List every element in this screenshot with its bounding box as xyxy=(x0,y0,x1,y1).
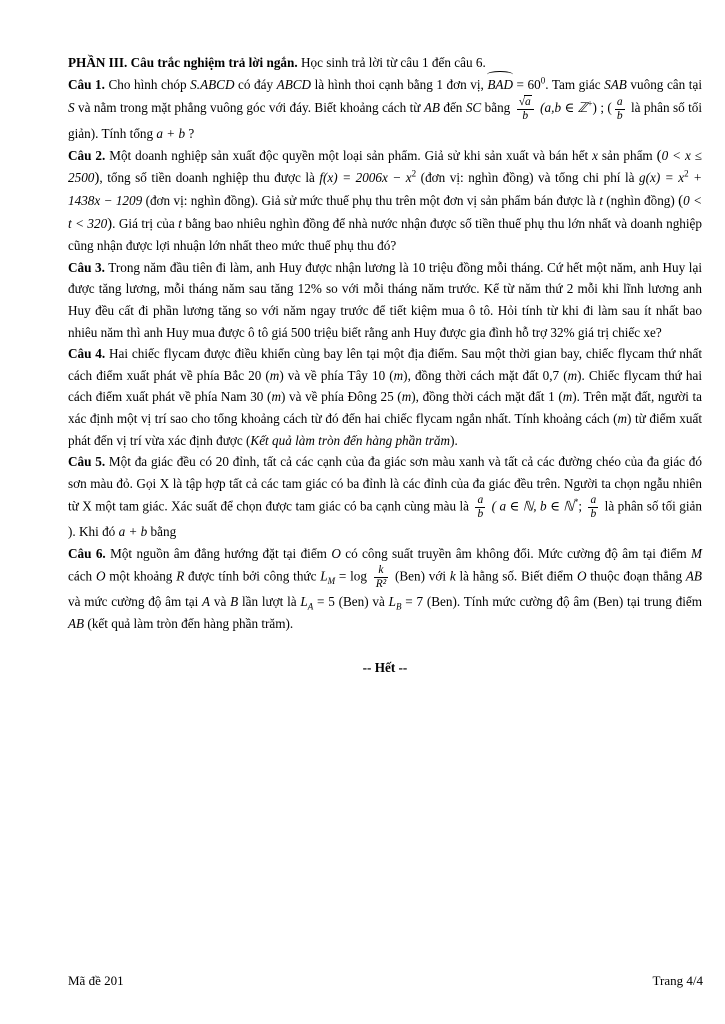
unit: m xyxy=(562,389,573,405)
math: O xyxy=(576,569,587,584)
text: bằng bao nhiêu nghìn đồng để nhà nước nhận được số tiền thuế phụ thu lớn nhất và doanh nghiệp cũng nhận được lợi nhuận lớn nhất theo mức thuế phụ thu đó? xyxy=(68,215,702,254)
text: một khoảng xyxy=(105,569,177,584)
math: B xyxy=(395,602,402,613)
math: ( a ∈ ℕ, b ∈ ℕ xyxy=(488,498,574,514)
math: A xyxy=(202,594,211,610)
math: A xyxy=(307,602,314,613)
math: a + b xyxy=(118,524,148,540)
text: ? xyxy=(185,126,195,142)
text: đến xyxy=(439,100,466,116)
text: Trong năm đầu tiên đi làm, anh Huy được nhận lương là 10 triệu đồng mỗi tháng. Cứ hết một năm, anh Huy lại được tăng lương, mỗi tháng năm sau tăng 12% so với mỗi tháng năm trước. Kể từ năm thứ 2 mỗi khi lĩnh lương anh Huy đều cất đi phần lương tăng so với năm ngay trước để tiết kiệm mua ô tô. Hỏi tính từ khi đi làm sau ít nhất bao nhiêu năm thì anh Huy mua được ô tô giá 500 triệu biết rằng anh Huy được gia đình hỗ trợ 32% giá trị chiếc xe? xyxy=(68,259,702,340)
math: SC xyxy=(465,100,482,116)
text: , tổng số tiền doanh nghiệp thu được là xyxy=(99,170,320,186)
math: (a,b ∈ ℤ xyxy=(536,100,588,116)
math: + 1438x − 1209 xyxy=(68,170,702,208)
text: lần lượt là xyxy=(238,594,301,610)
math: = 7 xyxy=(401,594,424,610)
text: = 60 xyxy=(513,76,541,92)
math: AB xyxy=(685,569,702,584)
math: t xyxy=(178,215,182,231)
math: S.ABCD xyxy=(190,76,235,92)
math: a + b xyxy=(156,126,186,142)
sqrt-fraction: $\frac{√a}{b}$ xyxy=(517,95,534,123)
question-label: Câu 4. xyxy=(68,346,106,362)
math: O xyxy=(331,545,341,561)
math: b xyxy=(616,109,623,122)
text: . Tam giác xyxy=(545,76,605,92)
text: (đơn vị: nghìn đồng). Giả sử mức thuế phụ thu trên một đơn vị sản phẩm bán được là xyxy=(142,192,600,208)
text: (Ben). Tính mức cường độ âm (Ben) tại trung điểm xyxy=(423,594,703,610)
text: được tính bởi công thức xyxy=(184,569,321,584)
question-label: Câu 3. xyxy=(68,259,105,275)
text: Một nguồn âm đẳng hướng đặt tại điểm xyxy=(105,545,332,561)
text: và nằm trong mặt phẳng vuông góc với đáy. Biết khoảng cách từ xyxy=(74,100,424,116)
math: S xyxy=(68,100,75,116)
text: thuộc đoạn thẳng xyxy=(586,569,686,584)
math: AB xyxy=(423,100,440,116)
math: g(x) = x xyxy=(639,170,685,186)
math: 0 < t < 320 xyxy=(68,192,703,231)
question-5 xyxy=(68,451,702,543)
math: k xyxy=(374,564,388,578)
text: (Ben) với xyxy=(391,569,450,584)
math: L xyxy=(320,569,328,584)
question-4 xyxy=(68,343,702,451)
math: B xyxy=(230,594,239,610)
text: (nghìn đồng) xyxy=(602,192,679,208)
text: ) từ điểm xuất phát đến vị trí vừa xác định được ( xyxy=(68,410,702,448)
unit: m xyxy=(617,410,628,426)
degree-mark: 0 xyxy=(540,75,546,86)
math: * xyxy=(573,497,579,508)
math: ABCD xyxy=(276,76,312,92)
fraction xyxy=(615,96,625,123)
question-label: Câu 5. xyxy=(68,454,106,470)
question-label: Câu 6. xyxy=(68,545,106,561)
math: = log xyxy=(335,569,371,584)
rounding-note: Kết quả làm tròn đến hàng phần trăm xyxy=(250,432,451,448)
text: cách xyxy=(68,569,96,584)
math: f(x) = 2006x − x xyxy=(319,170,412,186)
text: ; xyxy=(578,498,586,514)
text: có công suất truyền âm không đổi. Mức cường độ âm tại điểm xyxy=(340,545,691,561)
text: . Giá trị của xyxy=(112,215,179,231)
math: AB xyxy=(68,616,85,632)
text: là hằng số. Biết điểm xyxy=(455,569,577,584)
text: (đơn vị: nghìn đồng) và tổng chi phí là xyxy=(416,170,640,186)
question-2: Câu 2. Một doanh nghiệp sản xuất độc quyền một loại sản phẩm. Giả sử khi sản xuất và bán hết x sản phẩm (0 < x ≤ 2500), tổng số tiền doanh nghiệp thu được là $f(x) = 2006x - x^2$ (đơn vị: nghìn đồng) và tổng chi phí là $g(x) = x^2 + 1438x - 1209$ (đơn vị: nghìn đồng). Giả sử mức thuế phụ thu trên một đơn vị sản phẩm bán được là t (nghìn đồng) (0 < t < 320). Giá trị của t bằng bao nhiêu nghìn đồng để nhà nước nhận được số tiền thuế phụ thu lớn nhất và doanh nghiệp cũng nhận được lợi nhuận lớn nhất theo mức thuế phụ thu đó? xyxy=(68,147,703,254)
math: L xyxy=(300,594,308,610)
fraction xyxy=(588,494,598,521)
unit: m xyxy=(393,367,404,383)
unit: m xyxy=(269,367,280,383)
section-title: PHẦN III. Câu trắc nghiệm trả lời ngắn. xyxy=(68,55,298,70)
section-intro: Học sinh trả lời từ câu 1 đến câu 6. xyxy=(297,55,486,70)
text: (kết quả làm tròn đến hàng phần trăm). xyxy=(84,616,294,632)
text: ) và về phía Tây 10 ( xyxy=(279,367,394,383)
page-number: Trang 4/4 xyxy=(652,973,703,988)
text: ). Chiếc flycam thứ hai cách điểm xuất phát về phía Nam 30 ( xyxy=(68,367,703,405)
math: a xyxy=(477,494,484,507)
unit: m xyxy=(567,367,578,383)
math: R xyxy=(176,569,185,584)
math: b xyxy=(522,110,529,123)
math: a xyxy=(616,95,623,108)
text: ) ; ( xyxy=(592,100,612,116)
text: ), đồng thời cách mặt đất 0,7 ( xyxy=(403,367,568,383)
unit: m xyxy=(401,389,412,405)
text: là phân số tối giản). Tính tổng xyxy=(68,100,703,142)
text: là hình thoi cạnh bằng 1 đơn vị, xyxy=(311,76,488,92)
text: và mức cường độ âm tại xyxy=(68,594,203,610)
text: vuông cân tại xyxy=(626,76,702,92)
text: bằng xyxy=(481,100,514,116)
text: có đáy xyxy=(234,76,277,92)
math: a xyxy=(525,96,531,109)
exam-code: Mã đề 201 xyxy=(68,973,124,988)
unit: m xyxy=(271,389,281,405)
question-6 xyxy=(68,543,702,635)
text: ) và về phía Đông 25 ( xyxy=(280,389,402,405)
math: SAB xyxy=(604,76,627,92)
math: + xyxy=(587,98,593,109)
document-body xyxy=(68,52,702,691)
text: Cho hình chóp xyxy=(104,76,191,92)
angle-bad: BAD xyxy=(487,74,513,96)
math: R² xyxy=(375,578,387,591)
math: 2 xyxy=(684,168,689,179)
section-header xyxy=(68,52,702,74)
text: và xyxy=(210,594,231,610)
question-label: Câu 1. xyxy=(68,76,105,92)
math: k xyxy=(449,569,456,584)
math: = 5 xyxy=(313,594,335,610)
math: 0 < x ≤ 2500 xyxy=(68,147,702,186)
math: b xyxy=(477,508,484,521)
math: M xyxy=(327,576,336,587)
math: a xyxy=(590,494,597,507)
question-3 xyxy=(68,257,702,343)
math: b xyxy=(590,508,597,521)
text: là phân số tối giản ). Khi đó xyxy=(68,498,702,540)
text: ), đồng thời cách mặt đất 1 ( xyxy=(411,389,563,405)
text: bằng xyxy=(147,524,177,540)
text: Hai chiếc flycam được điều khiển cùng bay lên tại một địa điểm. Sau một thời gian bay, chiếc flycam thứ nhất cách điểm xuất phát về phía Bắc 20 ( xyxy=(68,346,702,383)
fraction xyxy=(374,564,388,591)
text: ). xyxy=(450,432,458,448)
text: sản phẩm xyxy=(597,147,657,163)
text: Một đa giác đều có 20 đỉnh, tất cả các cạnh của đa giác sơn màu xanh và tất cả các đường chéo của đa giác đó sơn màu đỏ. Gọi X là tập hợp tất cả các tam giác có ba đỉnh là các đỉnh của đa giác đều trên. Người ta chọn ngẫu nhiên từ X một tam giác. Xác suất để chọn được tam giác có ba cạnh cùng màu là xyxy=(68,454,702,514)
math: x xyxy=(592,147,598,163)
math: M xyxy=(691,545,702,561)
math: L xyxy=(388,594,396,610)
text: ). Trên mặt đất, người ta xác định một vị trí sao cho tổng khoảng cách từ đó đến hai chiếc flycam ngắn nhất. Tính khoảng cách ( xyxy=(68,389,703,426)
text: Một doanh nghiệp sản xuất độc quyền một loại sản phẩm. Giả sử khi sản xuất và bán hết xyxy=(105,147,593,163)
end-marker: -- Hết -- xyxy=(362,659,408,675)
math: O xyxy=(95,569,106,584)
math: 2 xyxy=(411,168,417,179)
question-label: Câu 2. xyxy=(68,147,106,163)
math: t xyxy=(599,192,603,208)
fraction xyxy=(475,494,485,521)
question-1 xyxy=(68,74,702,145)
text: (Ben) và xyxy=(334,594,389,610)
